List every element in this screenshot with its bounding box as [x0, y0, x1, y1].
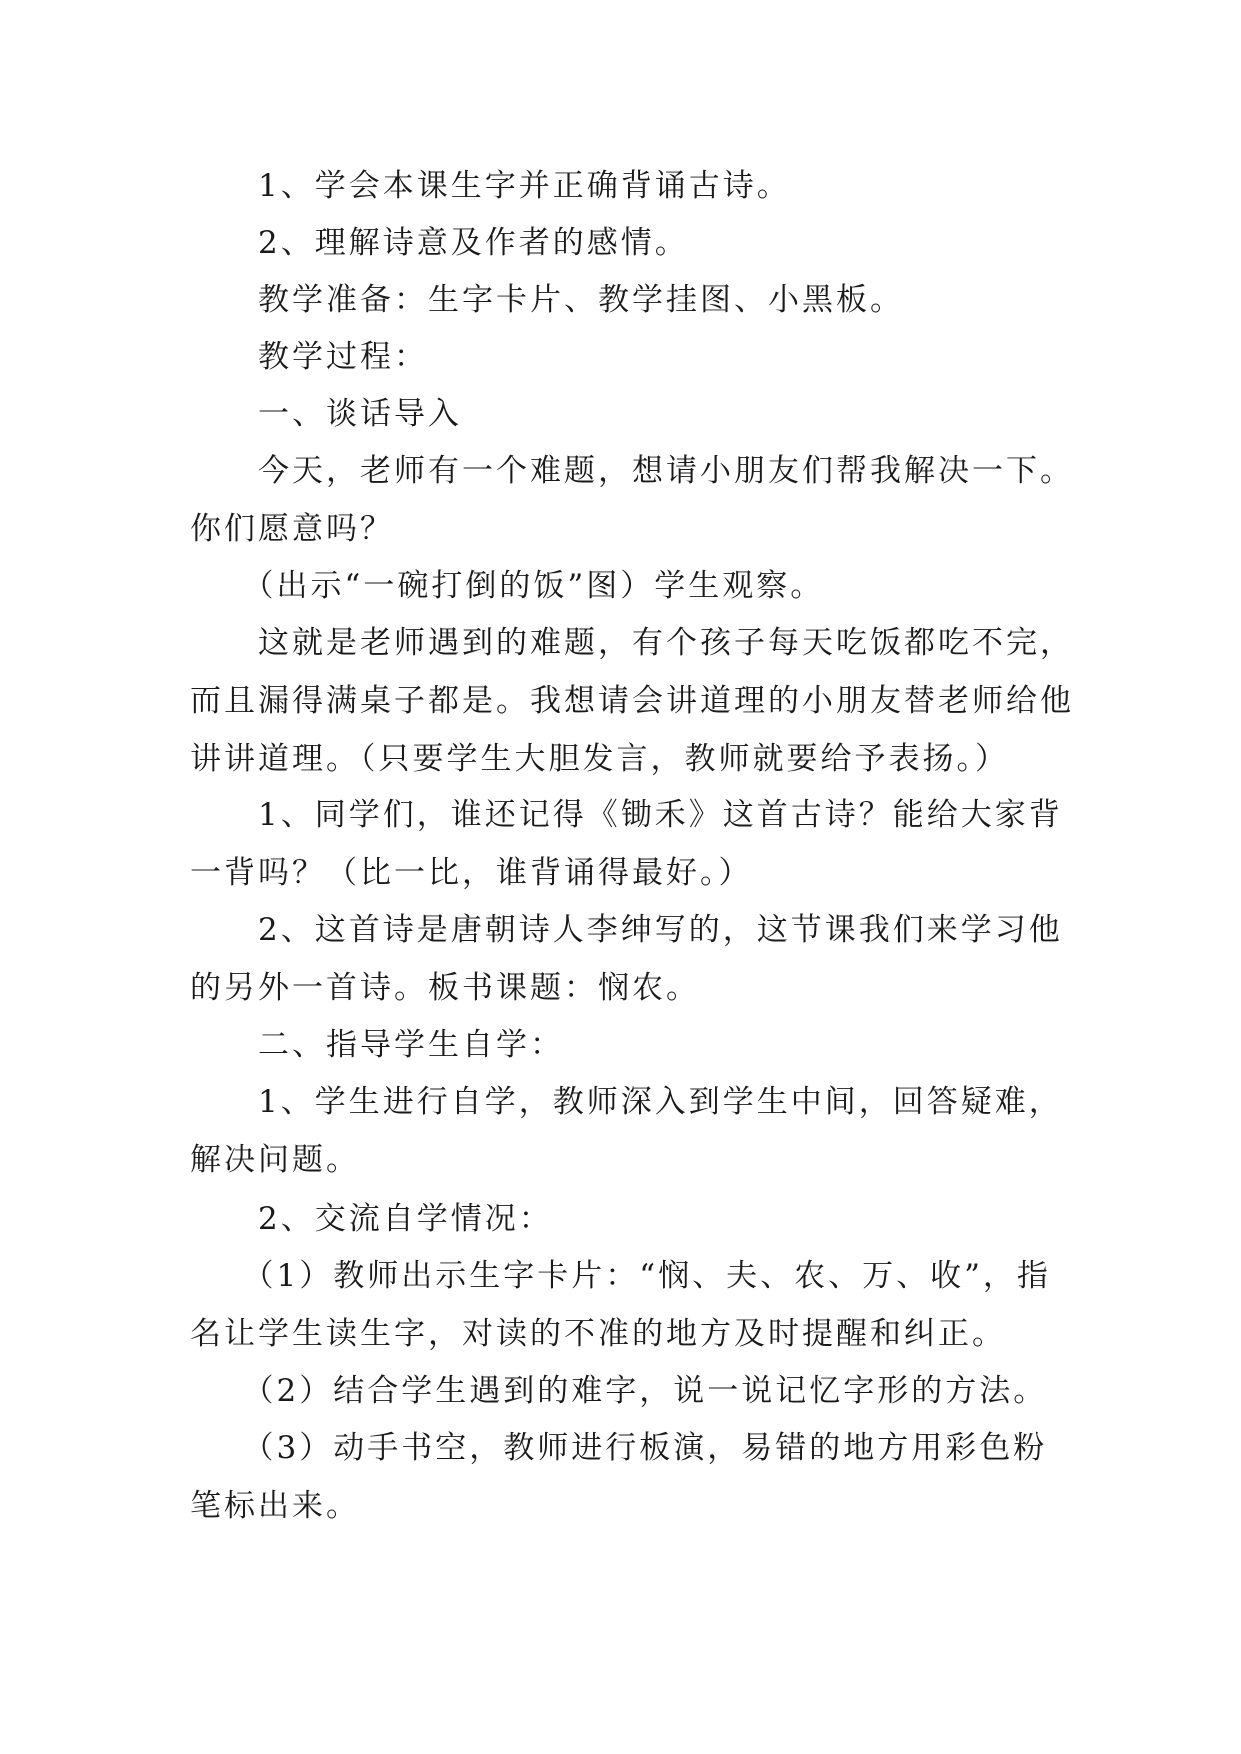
- paragraph-self-study: [190, 1073, 1070, 1189]
- text-line: 笔标出来。: [190, 1488, 360, 1524]
- paragraph-intro: [190, 442, 1074, 558]
- paragraph-objective-1: [190, 157, 1070, 215]
- text-line: 1、学会本课生字并正确背诵古诗。: [190, 168, 791, 204]
- paragraph-step-1: [190, 1247, 1070, 1363]
- text-line: 今天，老师有一个难题，想请小朋友们帮我解决一下。: [190, 453, 1074, 489]
- text-line: 二、指导学生自学：: [190, 1027, 564, 1063]
- text-line: 解决问题。: [190, 1142, 360, 1178]
- text-line: 一、谈话导入: [190, 396, 462, 432]
- paragraph-recite: [190, 786, 1070, 902]
- text-line: 教学过程：: [190, 339, 428, 375]
- text-line: 而且漏得满桌子都是。我想请会讲道理的小朋友替老师给他: [190, 683, 1074, 719]
- text-line: 你们愿意吗？: [190, 511, 394, 547]
- paragraph-problem: [190, 614, 1074, 788]
- text-line: （出示“一碗打倒的饭”图）学生观察。: [190, 568, 825, 604]
- paragraph-show-picture: [190, 557, 1070, 615]
- paragraph-objective-2: [190, 214, 1070, 272]
- paragraph-poet: [190, 901, 1070, 1017]
- text-line: 2、理解诗意及作者的感情。: [190, 225, 689, 261]
- text-line: 教学准备：生字卡片、教学挂图、小黑板。: [190, 282, 904, 318]
- text-line: 的另外一首诗。板书课题：悯农。: [190, 970, 700, 1006]
- text-line: 1、学生进行自学，教师深入到学生中间，回答疑难，: [190, 1084, 1063, 1120]
- text-line: 名让学生读生字，对读的不准的地方及时提醒和纠正。: [190, 1316, 1006, 1352]
- text-line: 一背吗？（比一比，谁背诵得最好。）: [190, 855, 753, 891]
- section-heading-intro: [190, 385, 1070, 443]
- paragraph-preparation: [190, 271, 1070, 329]
- paragraph-step-3: [190, 1419, 1070, 1535]
- paragraph-exchange: [190, 1190, 1070, 1248]
- text-line: （1）教师出示生字卡片：“悯、夫、农、万、收”，指: [190, 1258, 1051, 1294]
- section-heading-self-study: [190, 1016, 1070, 1074]
- text-line: 这就是老师遇到的难题，有个孩子每天吃饭都吃不完，: [190, 625, 1074, 661]
- text-line: 2、这首诗是唐朝诗人李绅写的，这节课我们来学习他: [190, 912, 1063, 948]
- paragraph-step-2: [190, 1362, 1070, 1420]
- text-line: 1、同学们，谁还记得《锄禾》这首古诗？能给大家背: [190, 797, 1063, 833]
- paragraph-process-heading: [190, 328, 1070, 386]
- text-line: （2）结合学生遇到的难字，说一说记忆字形的方法。: [190, 1373, 1048, 1409]
- text-line: 2、交流自学情况：: [190, 1201, 553, 1237]
- text-line: （3）动手书空，教师进行板演，易错的地方用彩色粉: [190, 1430, 1048, 1466]
- text-line: 讲讲道理。（只要学生大胆发言，教师就要给予表扬。）: [190, 741, 1009, 777]
